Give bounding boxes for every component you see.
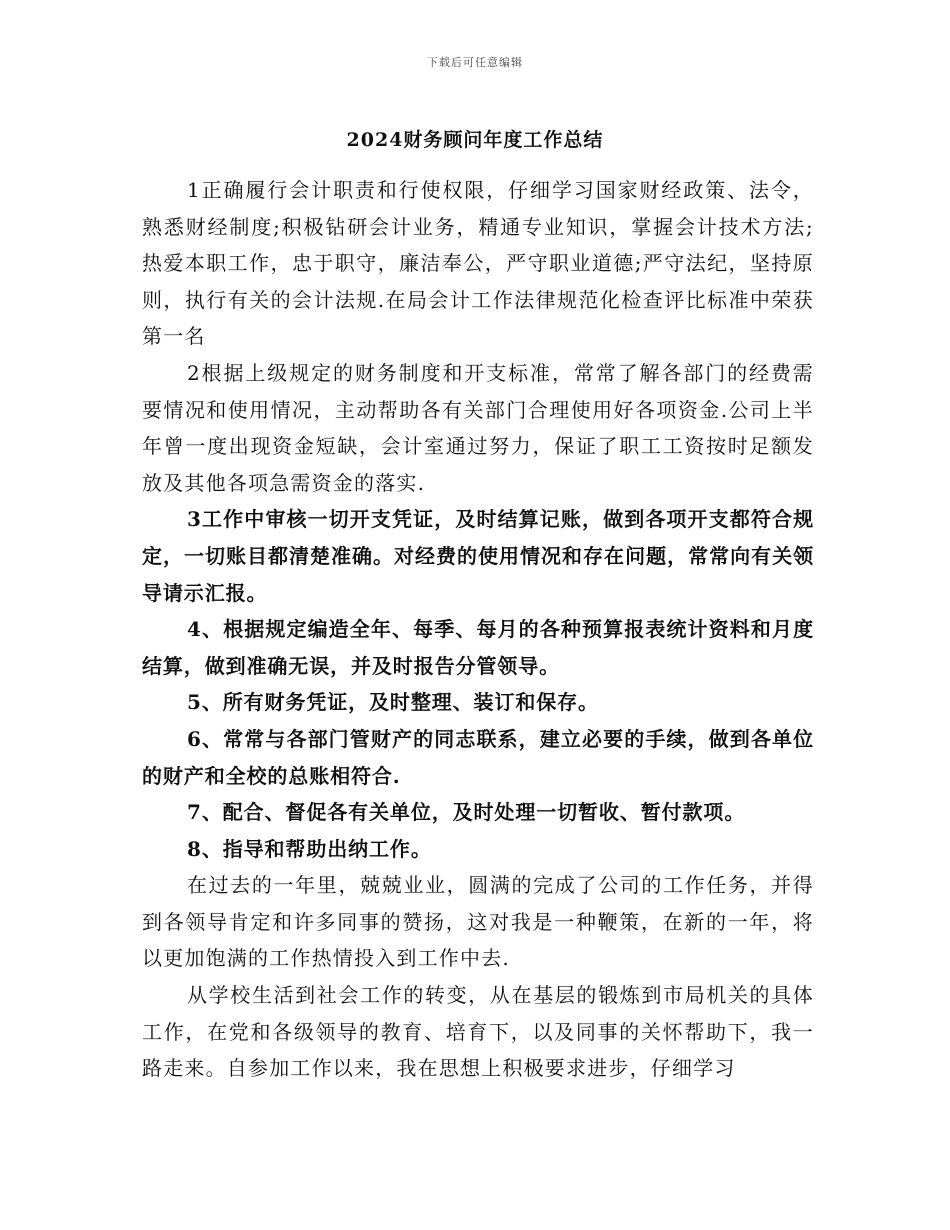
paragraph-item-2: 2根据上级规定的财务制度和开支标准，常常了解各部门的经费需要情况和使用情况，主动帮助各有关部门合理使用好各项资金.公司上半年曾一度出现资金短缺，会计室通过努力，保证了职工工资按时足额发放及其他各项急需资金的落实.: [142, 360, 814, 495]
paragraph-item-5: 5、所有财务凭证，及时整理、装订和保存。: [187, 690, 599, 715]
paragraph-item-8: 8、指导和帮助出纳工作。: [187, 836, 432, 861]
paragraph-item-6: 6、常常与各部门管财产的同志联系，建立必要的手续，做到各单位的财产和全校的总账相符合.: [142, 726, 814, 788]
paragraph-item-3: 3工作中审核一切开支凭证，及时结算记账，做到各项开支都符合规定，一切账目都清楚准确。对经费的使用情况和存在问题，常常向有关领导请示汇报。: [142, 507, 814, 605]
paragraph-item-4: 4、根据规定编造全年、每季、每月的各种预算报表统计资料和月度结算，做到准确无误，并及时报告分管领导。: [142, 617, 814, 678]
document-title: 2024财务顾问年度工作总结: [346, 129, 604, 151]
header-note: 下载后可任意编辑: [427, 56, 523, 69]
document-body: [142, 172, 814, 1087]
paragraph-career: 从学校生活到社会工作的转变，从在基层的锻炼到市局机关的具体工作，在党和各级领导的教育、培育下，以及同事的关怀帮助下，我一路走来。自参加工作以来，我在思想上积极要求进步，仔细学习: [142, 983, 814, 1081]
paragraph-reflection: 在过去的一年里，兢兢业业，圆满的完成了公司的工作任务，并得到各领导肯定和许多同事的赞扬，这对我是一种鞭策，在新的一年，将以更加饱满的工作热情投入到工作中去.: [142, 873, 814, 971]
paragraph-item-7: 7、配合、督促各有关单位，及时处理一切暂收、暂付款项。: [187, 800, 746, 825]
paragraph-item-1: 1正确履行会计职责和行使权限，仔细学习国家财经政策、法令，熟悉财经制度;积极钻研会计业务，精通专业知识，掌握会计技术方法;热爱本职工作，忠于职守，廉洁奉公，严守职业道德;严守法纪，坚持原则，执行有关的会计法规.在局会计工作法律规范化检查评比标准中荣获第一名: [142, 178, 814, 349]
